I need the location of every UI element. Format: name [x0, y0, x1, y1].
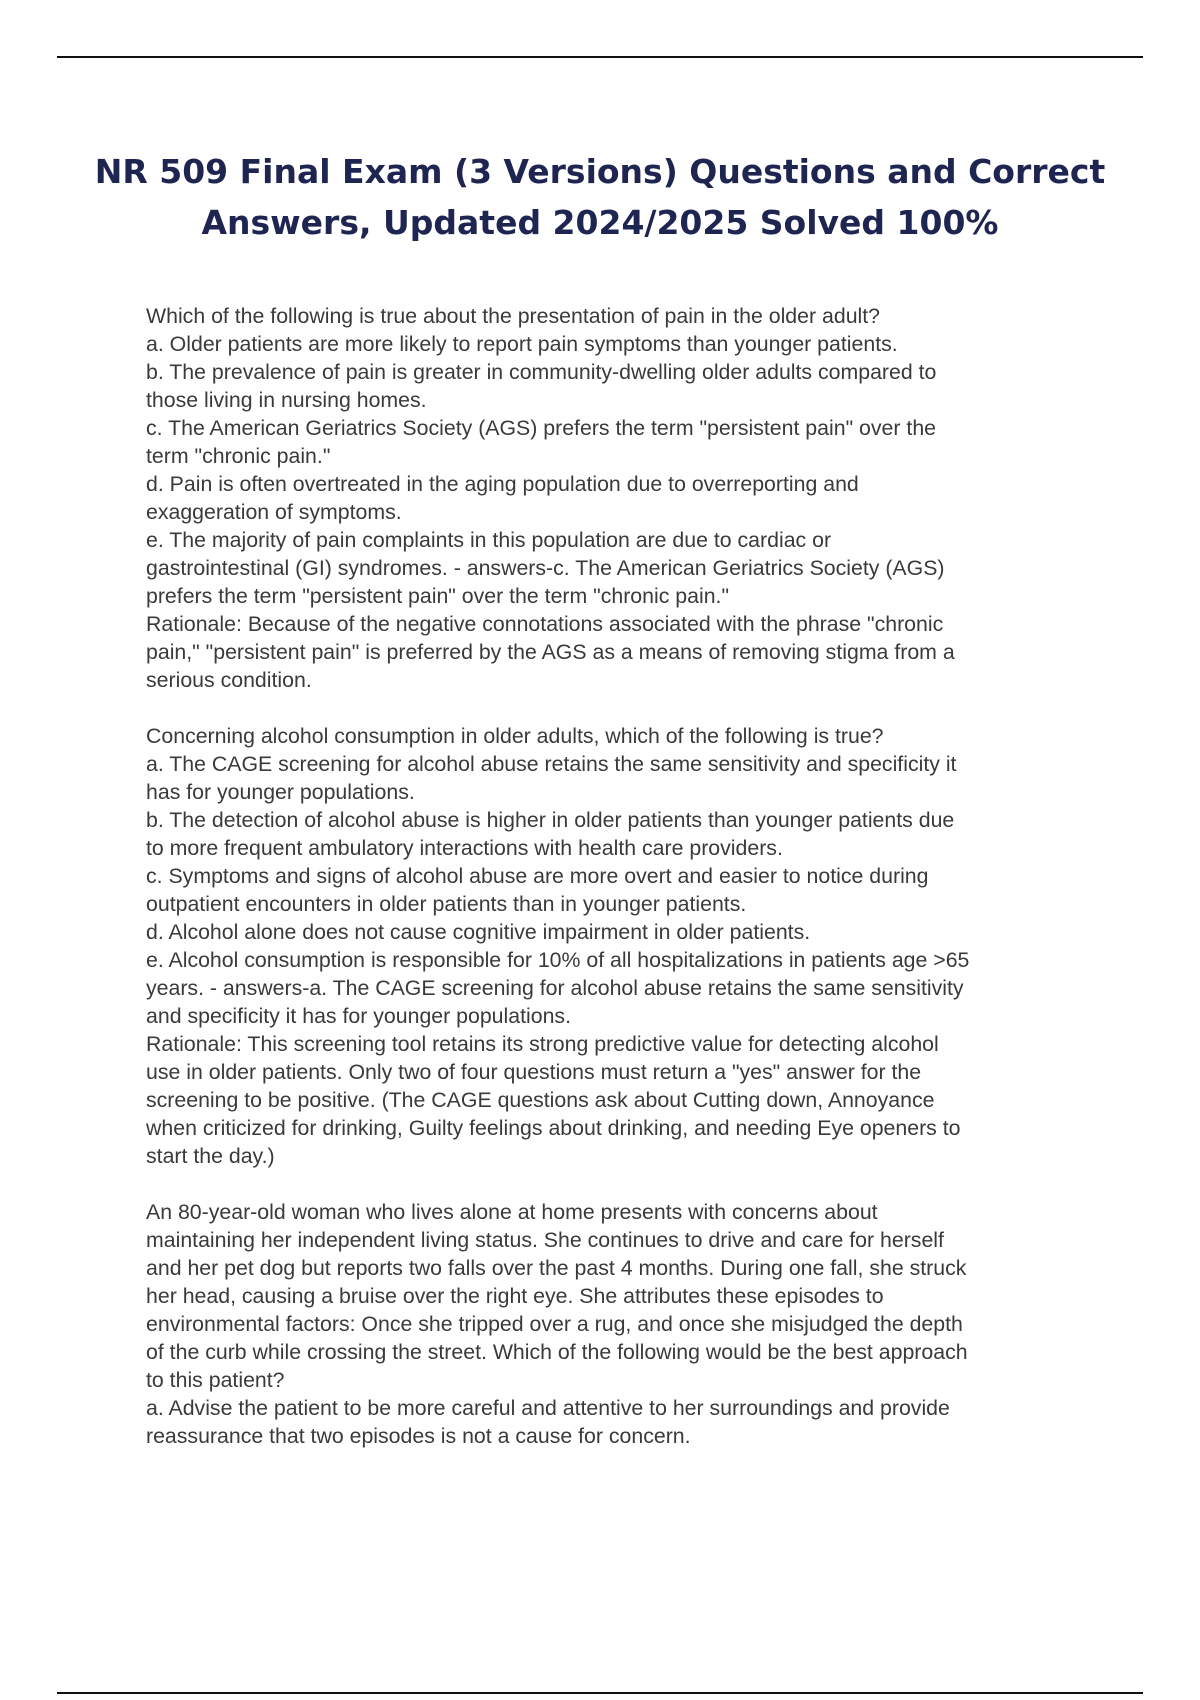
document-body [146, 302, 1086, 1450]
question-3-option-a: a. Advise the patient to be more careful and attentive to her surroundings and provide [146, 1396, 950, 1420]
question-3-line: reassurance that two episodes is not a cause for concern. [146, 1424, 691, 1448]
question-2-line: when criticized for drinking, Guilty feelings about drinking, and needing Eye openers to [146, 1116, 961, 1140]
question-1-line: b. The prevalence of pain is greater in community-dwelling older adults compared to [146, 360, 937, 384]
question-2-line: b. The detection of alcohol abuse is higher in older patients than younger patients due [146, 808, 955, 832]
question-1-line: e. The majority of pain complaints in this population are due to cardiac or [146, 528, 832, 552]
question-block-2 [146, 722, 1086, 1170]
question-1-line: exaggeration of symptoms. [146, 500, 402, 524]
question-1-line: gastrointestinal (GI) syndromes. - answers-c. The American Geriatrics Society (AGS) [146, 556, 945, 580]
question-1-line: those living in nursing homes. [146, 388, 427, 412]
question-2-line: use in older patients. Only two of four questions must return a "yes" answer for the [146, 1060, 922, 1084]
question-2-line: screening to be positive. (The CAGE questions ask about Cutting down, Annoyance [146, 1088, 935, 1112]
question-1-stem: Which of the following is true about the presentation of pain in the older adult? [146, 304, 881, 328]
question-2-line: d. Alcohol alone does not cause cognitive impairment in older patients. [146, 920, 811, 944]
question-1-line: a. Older patients are more likely to report pain symptoms than younger patients. [146, 332, 898, 356]
question-1-line: prefers the term "persistent pain" over the term "chronic pain." [146, 584, 730, 608]
question-3-line: to this patient? [146, 1368, 285, 1392]
question-1-line: term "chronic pain." [146, 444, 331, 468]
paragraph-spacer [146, 1170, 1086, 1198]
question-2-rationale: Rationale: This screening tool retains its strong predictive value for detecting alcohol [146, 1032, 939, 1056]
bottom-rule [57, 1692, 1143, 1694]
question-1-line: d. Pain is often overtreated in the aging population due to overreporting and [146, 472, 859, 496]
top-rule [57, 56, 1143, 58]
document-title [60, 146, 1140, 248]
question-block-3 [146, 1198, 1086, 1450]
question-3-line: of the curb while crossing the street. Which of the following would be the best approach [146, 1340, 968, 1364]
question-2-line: outpatient encounters in older patients than in younger patients. [146, 892, 747, 916]
question-2-line: e. Alcohol consumption is responsible for 10% of all hospitalizations in patients age >65 [146, 948, 970, 972]
question-1-rationale: Rationale: Because of the negative connotations associated with the phrase "chronic [146, 612, 944, 636]
question-2-line: to more frequent ambulatory interactions with health care providers. [146, 836, 783, 860]
question-block-1 [146, 302, 1086, 694]
question-2-line: has for younger populations. [146, 780, 415, 804]
title-line: NR 509 Final Exam (3 Versions) Questions and Correct [94, 152, 1106, 191]
question-3-line: and her pet dog but reports two falls over the past 4 months. During one fall, she struck [146, 1256, 967, 1280]
question-1-line: pain," "persistent pain" is preferred by the AGS as a means of removing stigma from a [146, 640, 955, 664]
question-3-line: environmental factors: Once she tripped over a rug, and once she misjudged the depth [146, 1312, 963, 1336]
question-2-line: a. The CAGE screening for alcohol abuse retains the same sensitivity and specificity it [146, 752, 957, 776]
question-2-line: start the day.) [146, 1144, 275, 1168]
question-3-line: her head, causing a bruise over the right eye. She attributes these episodes to [146, 1284, 884, 1308]
question-2-line: and specificity it has for younger populations. [146, 1004, 572, 1028]
question-2-line: years. - answers-a. The CAGE screening for alcohol abuse retains the same sensitivity [146, 976, 964, 1000]
title-line: Answers, Updated 2024/2025 Solved 100% [201, 203, 999, 242]
question-1-line: serious condition. [146, 668, 312, 692]
question-2-line: c. Symptoms and signs of alcohol abuse are more overt and easier to notice during [146, 864, 929, 888]
paragraph-spacer [146, 694, 1086, 722]
question-2-stem: Concerning alcohol consumption in older adults, which of the following is true? [146, 724, 884, 748]
question-3-stem: An 80-year-old woman who lives alone at home presents with concerns about [146, 1200, 878, 1224]
question-3-line: maintaining her independent living status. She continues to drive and care for herself [146, 1228, 944, 1252]
question-1-line: c. The American Geriatrics Society (AGS) prefers the term "persistent pain" over the [146, 416, 937, 440]
